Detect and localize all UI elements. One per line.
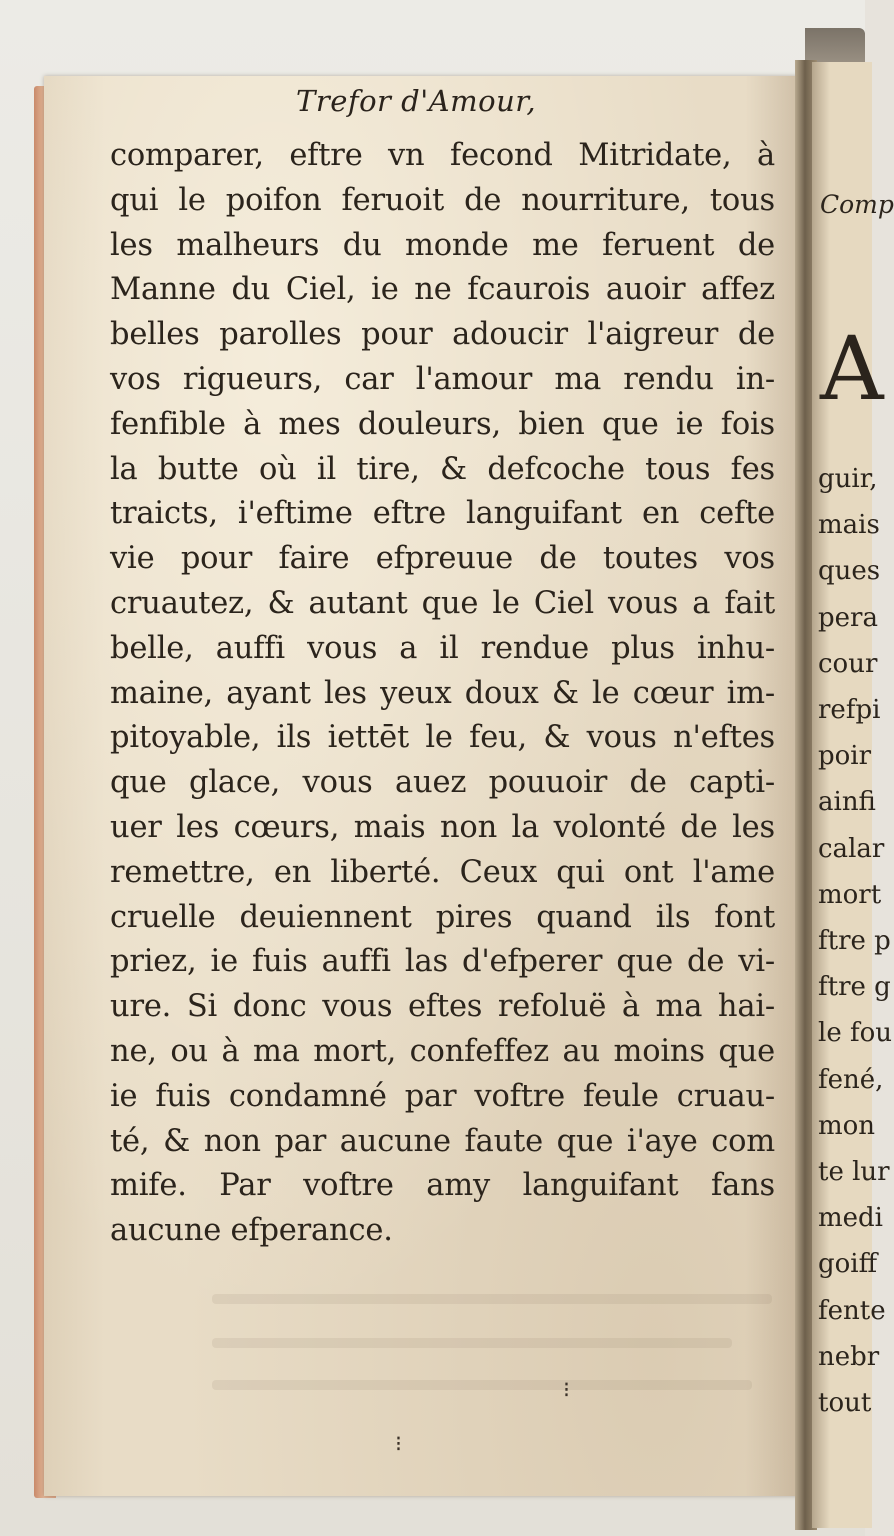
body-text bbox=[110, 134, 775, 1254]
next-page-fragment: mais bbox=[818, 510, 880, 541]
next-page-fragment: guir, bbox=[818, 464, 878, 494]
next-page-fragment: medi bbox=[818, 1203, 883, 1234]
next-page-fragment: poir bbox=[818, 741, 872, 772]
text-line: vie pour faire efpreuue de toutes vos bbox=[110, 541, 775, 577]
text-line: Manne du Ciel, ie ne fcaurois auoir affez bbox=[110, 272, 775, 308]
text-line: uer les cœurs, mais non la volonté de les bbox=[110, 809, 775, 845]
next-page-fragment: cour bbox=[818, 648, 878, 679]
running-head: Trefor d'Amour, bbox=[296, 84, 537, 118]
text-line: comparer, eftre vn fecond Mitridate, à bbox=[110, 138, 775, 173]
text-line: belle, auffi vous a il rendue plus inhu- bbox=[110, 630, 775, 666]
next-page-fragment: mort bbox=[818, 879, 882, 910]
text-line: qui le poifon feruoit de nourriture, tous bbox=[110, 182, 775, 218]
text-line: la butte où il tire, & defcoche tous fes bbox=[110, 451, 775, 487]
text-line: traicts, i'eftime eftre languifant en cefte bbox=[110, 496, 775, 532]
drop-capital: A bbox=[820, 317, 884, 420]
text-line: que glace, vous auez pouuoir de capti- bbox=[110, 765, 775, 801]
text-line: les malheurs du monde me feruent de bbox=[110, 227, 775, 263]
text-line: té, & non par aucune faute que i'aye com bbox=[110, 1123, 775, 1159]
next-page-fragment: ainfi bbox=[818, 787, 876, 818]
show-through bbox=[212, 1380, 752, 1390]
next-page-fragment: nebr bbox=[818, 1341, 880, 1372]
text-line: cruautez, & autant que le Ciel vous a fait bbox=[110, 585, 775, 621]
page-mark: ⁝ bbox=[563, 1378, 570, 1403]
next-page-fragment: ftre g bbox=[818, 972, 891, 1003]
text-line: ne, ou à ma mort, confeffez au moins que bbox=[110, 1033, 775, 1069]
page-mark: ⁝ bbox=[395, 1432, 402, 1457]
next-page-fragment: tout bbox=[818, 1388, 872, 1418]
next-page-fragment: pera bbox=[818, 602, 878, 633]
next-running-head: Comp bbox=[820, 190, 894, 219]
text-line: mife. Par voftre amy languifant fans bbox=[110, 1168, 775, 1204]
text-line: priez, ie fuis auffi las d'efperer que de vi- bbox=[110, 944, 775, 980]
next-page-fragment: fente bbox=[818, 1295, 886, 1326]
next-page-fragment: goiff bbox=[818, 1249, 878, 1280]
next-page-fragment: fené, bbox=[818, 1064, 884, 1095]
text-line: vos rigueurs, car l'amour ma rendu in- bbox=[110, 361, 775, 397]
show-through bbox=[212, 1294, 772, 1304]
show-through bbox=[212, 1338, 732, 1348]
text-line: fenfible à mes douleurs, bien que ie fois bbox=[110, 406, 775, 442]
next-page-fragment: refpi bbox=[818, 695, 881, 725]
text-line: belles parolles pour adoucir l'aigreur de bbox=[110, 317, 775, 353]
right-page-fragment bbox=[812, 62, 894, 1528]
next-page-fragment: calar bbox=[818, 833, 885, 864]
next-page-fragment: te lur bbox=[818, 1157, 890, 1187]
text-line: maine, ayant les yeux doux & le cœur im- bbox=[110, 675, 775, 711]
next-page-fragment: le fou bbox=[818, 1018, 892, 1049]
next-page-fragment: mon bbox=[818, 1110, 876, 1141]
text-line: pitoyable, ils iettēt le feu, & vous n'eftes bbox=[110, 720, 775, 756]
next-page-fragment: ftre p bbox=[818, 926, 891, 956]
text-line: cruelle deuiennent pires quand ils font bbox=[110, 899, 775, 935]
text-line: ie fuis condamné par voftre feule cruau- bbox=[110, 1078, 775, 1114]
text-line: ure. Si donc vous eftes refoluë à ma hai- bbox=[110, 989, 775, 1025]
next-page-fragment: ques bbox=[818, 556, 881, 587]
text-line: remettre, en liberté. Ceux qui ont l'ame bbox=[110, 854, 775, 890]
text-line: aucune efperance. bbox=[110, 1213, 393, 1249]
